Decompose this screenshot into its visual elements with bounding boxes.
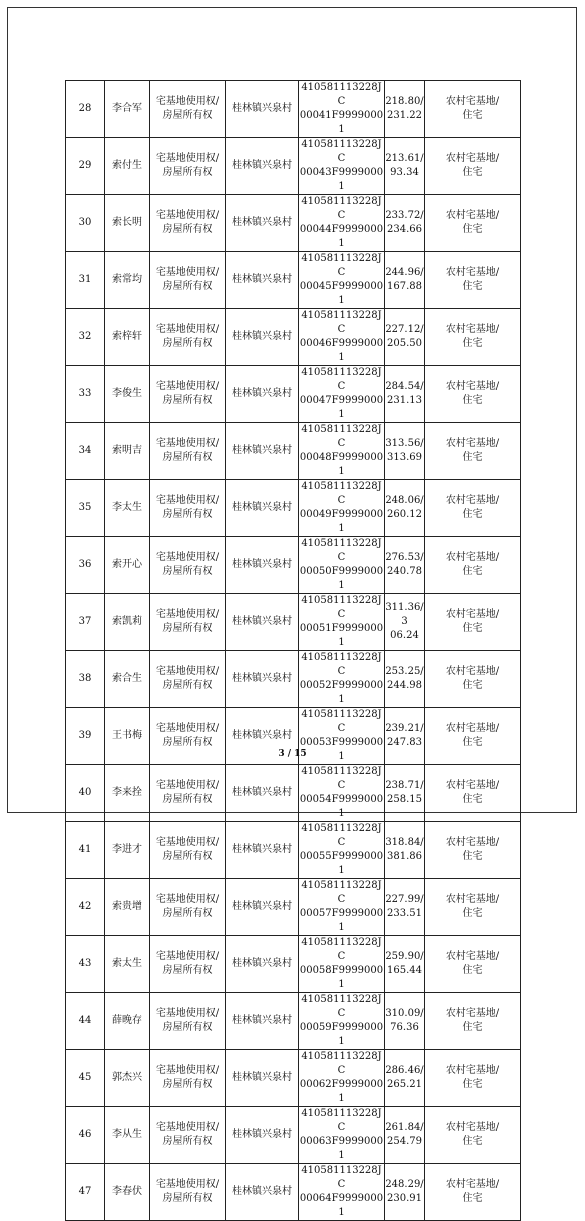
row-number-cell — [66, 822, 105, 879]
usage-cell — [425, 138, 521, 195]
unit-code-cell — [299, 651, 385, 708]
row-number-cell — [66, 309, 105, 366]
location-cell-text: 桂林镇兴泉村 — [232, 616, 292, 627]
area-cell — [385, 195, 425, 252]
unit-code-cell-text: 410581113228JC 00044F99990001 — [299, 196, 384, 249]
area-cell-text: 284.54/ 231.13 — [385, 381, 424, 406]
row-number-cell-text: 28 — [78, 103, 92, 114]
unit-code-cell — [299, 1164, 385, 1221]
area-cell — [385, 423, 425, 480]
row-number-cell-text: 45 — [78, 1072, 92, 1083]
area-cell — [385, 594, 425, 651]
right-type-cell — [150, 1107, 226, 1164]
area-cell-text: 313.56/ 313.69 — [385, 438, 424, 463]
row-number-cell-text: 31 — [78, 274, 92, 285]
owner-name-cell — [105, 480, 150, 537]
row-number-cell-text: 43 — [78, 958, 92, 969]
area-cell — [385, 252, 425, 309]
unit-code-cell-text: 410581113228JC 00048F99990001 — [299, 424, 384, 477]
location-cell-text: 桂林镇兴泉村 — [232, 673, 292, 684]
table-row — [66, 651, 521, 708]
location-cell — [226, 252, 299, 309]
area-cell-text: 253.25/ 244.98 — [385, 666, 424, 691]
usage-cell — [425, 480, 521, 537]
owner-name-cell-text: 王书梅 — [112, 730, 142, 741]
usage-cell-text: 农村宅基地/ 住宅 — [445, 267, 500, 292]
area-cell-text: 227.99/ 233.51 — [385, 894, 424, 919]
location-cell — [226, 822, 299, 879]
usage-cell-text: 农村宅基地/ 住宅 — [445, 666, 500, 691]
unit-code-cell-text: 410581113228JC 00043F99990001 — [299, 139, 384, 192]
location-cell — [226, 879, 299, 936]
right-type-cell-text: 宅基地使用权/ 房屋所有权 — [155, 780, 220, 805]
usage-cell — [425, 1107, 521, 1164]
unit-code-cell — [299, 594, 385, 651]
usage-cell-text: 农村宅基地/ 住宅 — [445, 438, 500, 463]
unit-code-cell-text: 410581113228JC 00057F99990001 — [299, 880, 384, 933]
table-row — [66, 423, 521, 480]
area-cell — [385, 480, 425, 537]
unit-code-cell — [299, 879, 385, 936]
area-cell — [385, 651, 425, 708]
row-number-cell — [66, 537, 105, 594]
location-cell — [226, 936, 299, 993]
usage-cell — [425, 1164, 521, 1221]
area-cell — [385, 1050, 425, 1107]
owner-name-cell-text: 李俊生 — [112, 388, 142, 399]
right-type-cell — [150, 252, 226, 309]
usage-cell — [425, 651, 521, 708]
area-cell-text: 248.29/ 230.91 — [385, 1179, 424, 1204]
right-type-cell — [150, 423, 226, 480]
unit-code-cell — [299, 252, 385, 309]
owner-name-cell — [105, 309, 150, 366]
location-cell — [226, 1107, 299, 1164]
usage-cell — [425, 423, 521, 480]
unit-code-cell-text: 410581113228JC 00050F99990001 — [299, 538, 384, 591]
table-body — [66, 81, 521, 1221]
unit-code-cell — [299, 765, 385, 822]
unit-code-cell — [299, 993, 385, 1050]
area-cell — [385, 993, 425, 1050]
owner-name-cell — [105, 1050, 150, 1107]
location-cell-text: 桂林镇兴泉村 — [232, 730, 292, 741]
usage-cell — [425, 1050, 521, 1107]
owner-name-cell-text: 索长明 — [112, 217, 142, 228]
right-type-cell-text: 宅基地使用权/ 房屋所有权 — [155, 666, 220, 691]
usage-cell — [425, 936, 521, 993]
unit-code-cell-text: 410581113228JC 00046F99990001 — [299, 310, 384, 363]
right-type-cell — [150, 537, 226, 594]
owner-name-cell — [105, 822, 150, 879]
usage-cell-text: 农村宅基地/ 住宅 — [445, 780, 500, 805]
area-cell-text: 238.71/ 258.15 — [385, 780, 424, 805]
right-type-cell-text: 宅基地使用权/ 房屋所有权 — [155, 96, 220, 121]
right-type-cell-text: 宅基地使用权/ 房屋所有权 — [155, 723, 220, 748]
usage-cell-text: 农村宅基地/ 住宅 — [445, 1179, 500, 1204]
owner-name-cell-text: 索凯莉 — [112, 616, 142, 627]
location-cell-text: 桂林镇兴泉村 — [232, 331, 292, 342]
row-number-cell-text: 42 — [78, 901, 92, 912]
table-row — [66, 252, 521, 309]
usage-cell-text: 农村宅基地/ 住宅 — [445, 951, 500, 976]
row-number-cell-text: 38 — [78, 673, 92, 684]
owner-name-cell — [105, 423, 150, 480]
right-type-cell — [150, 936, 226, 993]
location-cell-text: 桂林镇兴泉村 — [232, 1186, 292, 1197]
owner-name-cell — [105, 594, 150, 651]
unit-code-cell-text: 410581113228JC 00051F99990001 — [299, 595, 384, 648]
location-cell-text: 桂林镇兴泉村 — [232, 901, 292, 912]
area-cell-text: 218.80/ 231.22 — [385, 96, 424, 121]
table-row — [66, 366, 521, 423]
area-cell-text: 248.06/ 260.12 — [385, 495, 424, 520]
owner-name-cell — [105, 81, 150, 138]
area-cell — [385, 537, 425, 594]
row-number-cell-text: 46 — [78, 1129, 92, 1140]
owner-name-cell-text: 郭杰兴 — [112, 1072, 142, 1083]
usage-cell-text: 农村宅基地/ 住宅 — [445, 153, 500, 178]
right-type-cell-text: 宅基地使用权/ 房屋所有权 — [155, 609, 220, 634]
owner-name-cell-text: 索贵增 — [112, 901, 142, 912]
row-number-cell-text: 34 — [78, 445, 92, 456]
owner-name-cell-text: 索开心 — [112, 559, 142, 570]
right-type-cell — [150, 81, 226, 138]
right-type-cell-text: 宅基地使用权/ 房屋所有权 — [155, 495, 220, 520]
table-row — [66, 993, 521, 1050]
unit-code-cell — [299, 480, 385, 537]
location-cell — [226, 423, 299, 480]
table-row — [66, 195, 521, 252]
location-cell — [226, 651, 299, 708]
owner-name-cell-text: 李太生 — [112, 502, 142, 513]
owner-name-cell — [105, 1164, 150, 1221]
area-cell — [385, 366, 425, 423]
owner-name-cell-text: 李从生 — [112, 1129, 142, 1140]
row-number-cell — [66, 1050, 105, 1107]
table-row — [66, 1050, 521, 1107]
location-cell — [226, 1050, 299, 1107]
right-type-cell-text: 宅基地使用权/ 房屋所有权 — [155, 552, 220, 577]
right-type-cell — [150, 366, 226, 423]
owner-name-cell-text: 李春伏 — [112, 1186, 142, 1197]
location-cell-text: 桂林镇兴泉村 — [232, 958, 292, 969]
row-number-cell — [66, 81, 105, 138]
location-cell-text: 桂林镇兴泉村 — [232, 559, 292, 570]
right-type-cell-text: 宅基地使用权/ 房屋所有权 — [155, 324, 220, 349]
area-cell-text: 239.21/ 247.83 — [385, 723, 424, 748]
row-number-cell — [66, 366, 105, 423]
area-cell — [385, 822, 425, 879]
unit-code-cell-text: 410581113228JC 00064F99990001 — [299, 1165, 384, 1218]
right-type-cell-text: 宅基地使用权/ 房屋所有权 — [155, 1179, 220, 1204]
unit-code-cell — [299, 195, 385, 252]
location-cell — [226, 594, 299, 651]
usage-cell — [425, 195, 521, 252]
row-number-cell — [66, 936, 105, 993]
row-number-cell — [66, 252, 105, 309]
unit-code-cell-text: 410581113228JC 00047F99990001 — [299, 367, 384, 420]
row-number-cell-text: 32 — [78, 331, 92, 342]
right-type-cell-text: 宅基地使用权/ 房屋所有权 — [155, 1122, 220, 1147]
right-type-cell — [150, 195, 226, 252]
table-row — [66, 1164, 521, 1221]
table-row — [66, 594, 521, 651]
area-cell — [385, 309, 425, 366]
table-row — [66, 309, 521, 366]
usage-cell — [425, 81, 521, 138]
row-number-cell — [66, 138, 105, 195]
owner-name-cell — [105, 138, 150, 195]
area-cell-text: 318.84/ 381.86 — [385, 837, 424, 862]
location-cell — [226, 537, 299, 594]
location-cell-text: 桂林镇兴泉村 — [232, 1072, 292, 1083]
right-type-cell — [150, 765, 226, 822]
location-cell — [226, 81, 299, 138]
row-number-cell-text: 30 — [78, 217, 92, 228]
right-type-cell-text: 宅基地使用权/ 房屋所有权 — [155, 381, 220, 406]
unit-code-cell — [299, 822, 385, 879]
owner-name-cell-text: 索合生 — [112, 673, 142, 684]
table-row — [66, 879, 521, 936]
location-cell-text: 桂林镇兴泉村 — [232, 217, 292, 228]
location-cell-text: 桂林镇兴泉村 — [232, 388, 292, 399]
table-row — [66, 537, 521, 594]
area-cell — [385, 81, 425, 138]
unit-code-cell-text: 410581113228JC 00041F99990001 — [299, 82, 384, 135]
owner-name-cell — [105, 993, 150, 1050]
usage-cell-text: 农村宅基地/ 住宅 — [445, 723, 500, 748]
right-type-cell — [150, 138, 226, 195]
area-cell — [385, 765, 425, 822]
usage-cell — [425, 879, 521, 936]
owner-name-cell-text: 索梓轩 — [112, 331, 142, 342]
row-number-cell-text: 35 — [78, 502, 92, 513]
unit-code-cell — [299, 423, 385, 480]
unit-code-cell-text: 410581113228JC 00058F99990001 — [299, 937, 384, 990]
unit-code-cell-text: 410581113228JC 00055F99990001 — [299, 823, 384, 876]
usage-cell — [425, 822, 521, 879]
owner-name-cell-text: 李来拴 — [112, 787, 142, 798]
right-type-cell-text: 宅基地使用权/ 房屋所有权 — [155, 1065, 220, 1090]
owner-name-cell — [105, 195, 150, 252]
area-cell-text: 227.12/ 205.50 — [385, 324, 424, 349]
usage-cell-text: 农村宅基地/ 住宅 — [445, 1065, 500, 1090]
location-cell-text: 桂林镇兴泉村 — [232, 844, 292, 855]
right-type-cell — [150, 822, 226, 879]
row-number-cell-text: 36 — [78, 559, 92, 570]
unit-code-cell-text: 410581113228JC 00045F99990001 — [299, 253, 384, 306]
owner-name-cell — [105, 879, 150, 936]
location-cell-text: 桂林镇兴泉村 — [232, 445, 292, 456]
row-number-cell — [66, 879, 105, 936]
location-cell — [226, 138, 299, 195]
right-type-cell — [150, 480, 226, 537]
usage-cell-text: 农村宅基地/ 住宅 — [445, 96, 500, 121]
usage-cell — [425, 366, 521, 423]
table-row — [66, 480, 521, 537]
location-cell-text: 桂林镇兴泉村 — [232, 103, 292, 114]
owner-name-cell-text: 李进才 — [112, 844, 142, 855]
usage-cell-text: 农村宅基地/ 住宅 — [445, 894, 500, 919]
area-cell-text: 286.46/ 265.21 — [385, 1065, 424, 1090]
location-cell — [226, 993, 299, 1050]
usage-cell-text: 农村宅基地/ 住宅 — [445, 210, 500, 235]
unit-code-cell — [299, 309, 385, 366]
area-cell — [385, 1164, 425, 1221]
owner-name-cell-text: 索付生 — [112, 160, 142, 171]
unit-code-cell — [299, 138, 385, 195]
row-number-cell-text: 47 — [78, 1186, 92, 1197]
property-rights-table — [65, 80, 521, 1221]
row-number-cell — [66, 195, 105, 252]
owner-name-cell — [105, 651, 150, 708]
row-number-cell-text: 40 — [78, 787, 92, 798]
owner-name-cell — [105, 537, 150, 594]
row-number-cell-text: 29 — [78, 160, 92, 171]
owner-name-cell — [105, 366, 150, 423]
location-cell — [226, 366, 299, 423]
right-type-cell-text: 宅基地使用权/ 房屋所有权 — [155, 1008, 220, 1033]
unit-code-cell — [299, 936, 385, 993]
usage-cell — [425, 309, 521, 366]
row-number-cell — [66, 765, 105, 822]
right-type-cell-text: 宅基地使用权/ 房屋所有权 — [155, 837, 220, 862]
area-cell-text: 233.72/ 234.66 — [385, 210, 424, 235]
usage-cell-text: 农村宅基地/ 住宅 — [445, 495, 500, 520]
right-type-cell — [150, 1050, 226, 1107]
row-number-cell-text: 41 — [78, 844, 92, 855]
area-cell — [385, 879, 425, 936]
right-type-cell — [150, 993, 226, 1050]
right-type-cell — [150, 1164, 226, 1221]
page-number: 3 / 15 — [278, 749, 307, 759]
area-cell-text: 244.96/ 167.88 — [385, 267, 424, 292]
row-number-cell-text: 37 — [78, 616, 92, 627]
row-number-cell — [66, 651, 105, 708]
owner-name-cell — [105, 936, 150, 993]
area-cell — [385, 1107, 425, 1164]
right-type-cell-text: 宅基地使用权/ 房屋所有权 — [155, 267, 220, 292]
right-type-cell-text: 宅基地使用权/ 房屋所有权 — [155, 894, 220, 919]
right-type-cell-text: 宅基地使用权/ 房屋所有权 — [155, 951, 220, 976]
usage-cell — [425, 765, 521, 822]
usage-cell-text: 农村宅基地/ 住宅 — [445, 324, 500, 349]
unit-code-cell-text: 410581113228JC 00052F99990001 — [299, 652, 384, 705]
owner-name-cell-text: 李合军 — [112, 103, 142, 114]
owner-name-cell — [105, 765, 150, 822]
owner-name-cell — [105, 252, 150, 309]
right-type-cell-text: 宅基地使用权/ 房屋所有权 — [155, 210, 220, 235]
row-number-cell — [66, 1164, 105, 1221]
location-cell — [226, 309, 299, 366]
row-number-cell-text: 39 — [78, 730, 92, 741]
usage-cell-text: 农村宅基地/ 住宅 — [445, 381, 500, 406]
owner-name-cell-text: 索常均 — [112, 274, 142, 285]
right-type-cell — [150, 309, 226, 366]
location-cell-text: 桂林镇兴泉村 — [232, 160, 292, 171]
row-number-cell — [66, 423, 105, 480]
location-cell — [226, 1164, 299, 1221]
table-row — [66, 138, 521, 195]
area-cell-text: 213.61/ 93.34 — [385, 153, 424, 178]
owner-name-cell — [105, 1107, 150, 1164]
location-cell — [226, 765, 299, 822]
unit-code-cell — [299, 537, 385, 594]
table-row — [66, 822, 521, 879]
unit-code-cell-text: 410581113228JC 00049F99990001 — [299, 481, 384, 534]
location-cell-text: 桂林镇兴泉村 — [232, 502, 292, 513]
usage-cell-text: 农村宅基地/ 住宅 — [445, 837, 500, 862]
location-cell-text: 桂林镇兴泉村 — [232, 787, 292, 798]
usage-cell-text: 农村宅基地/ 住宅 — [445, 609, 500, 634]
location-cell — [226, 195, 299, 252]
row-number-cell-text: 44 — [78, 1015, 92, 1026]
row-number-cell-text: 33 — [78, 388, 92, 399]
usage-cell — [425, 993, 521, 1050]
right-type-cell — [150, 651, 226, 708]
owner-name-cell-text: 索太生 — [112, 958, 142, 969]
owner-name-cell-text: 薛晚存 — [112, 1015, 142, 1026]
location-cell-text: 桂林镇兴泉村 — [232, 1129, 292, 1140]
right-type-cell — [150, 879, 226, 936]
area-cell-text: 311.36/3 06.24 — [385, 602, 424, 641]
usage-cell-text: 农村宅基地/ 住宅 — [445, 1008, 500, 1033]
unit-code-cell-text: 410581113228JC 00063F99990001 — [299, 1108, 384, 1161]
usage-cell-text: 农村宅基地/ 住宅 — [445, 552, 500, 577]
unit-code-cell-text: 410581113228JC 00053F99990001 — [299, 709, 384, 762]
unit-code-cell — [299, 1050, 385, 1107]
area-cell-text: 261.84/ 254.79 — [385, 1122, 424, 1147]
area-cell-text: 276.53/ 240.78 — [385, 552, 424, 577]
area-cell-text: 310.09/ 76.36 — [385, 1008, 424, 1033]
usage-cell — [425, 537, 521, 594]
location-cell-text: 桂林镇兴泉村 — [232, 1015, 292, 1026]
unit-code-cell-text: 410581113228JC 00059F99990001 — [299, 994, 384, 1047]
location-cell — [226, 480, 299, 537]
unit-code-cell-text: 410581113228JC 00054F99990001 — [299, 766, 384, 819]
unit-code-cell — [299, 366, 385, 423]
right-type-cell — [150, 594, 226, 651]
usage-cell-text: 农村宅基地/ 住宅 — [445, 1122, 500, 1147]
unit-code-cell — [299, 1107, 385, 1164]
row-number-cell — [66, 993, 105, 1050]
usage-cell — [425, 252, 521, 309]
row-number-cell — [66, 480, 105, 537]
row-number-cell — [66, 1107, 105, 1164]
usage-cell — [425, 594, 521, 651]
area-cell — [385, 138, 425, 195]
row-number-cell — [66, 594, 105, 651]
table-row — [66, 936, 521, 993]
owner-name-cell-text: 索明吉 — [112, 445, 142, 456]
area-cell-text: 259.90/ 165.44 — [385, 951, 424, 976]
unit-code-cell-text: 410581113228JC 00062F99990001 — [299, 1051, 384, 1104]
right-type-cell-text: 宅基地使用权/ 房屋所有权 — [155, 153, 220, 178]
area-cell — [385, 936, 425, 993]
table-row — [66, 765, 521, 822]
location-cell-text: 桂林镇兴泉村 — [232, 274, 292, 285]
table-row — [66, 81, 521, 138]
table-row — [66, 1107, 521, 1164]
unit-code-cell — [299, 81, 385, 138]
right-type-cell-text: 宅基地使用权/ 房屋所有权 — [155, 438, 220, 463]
